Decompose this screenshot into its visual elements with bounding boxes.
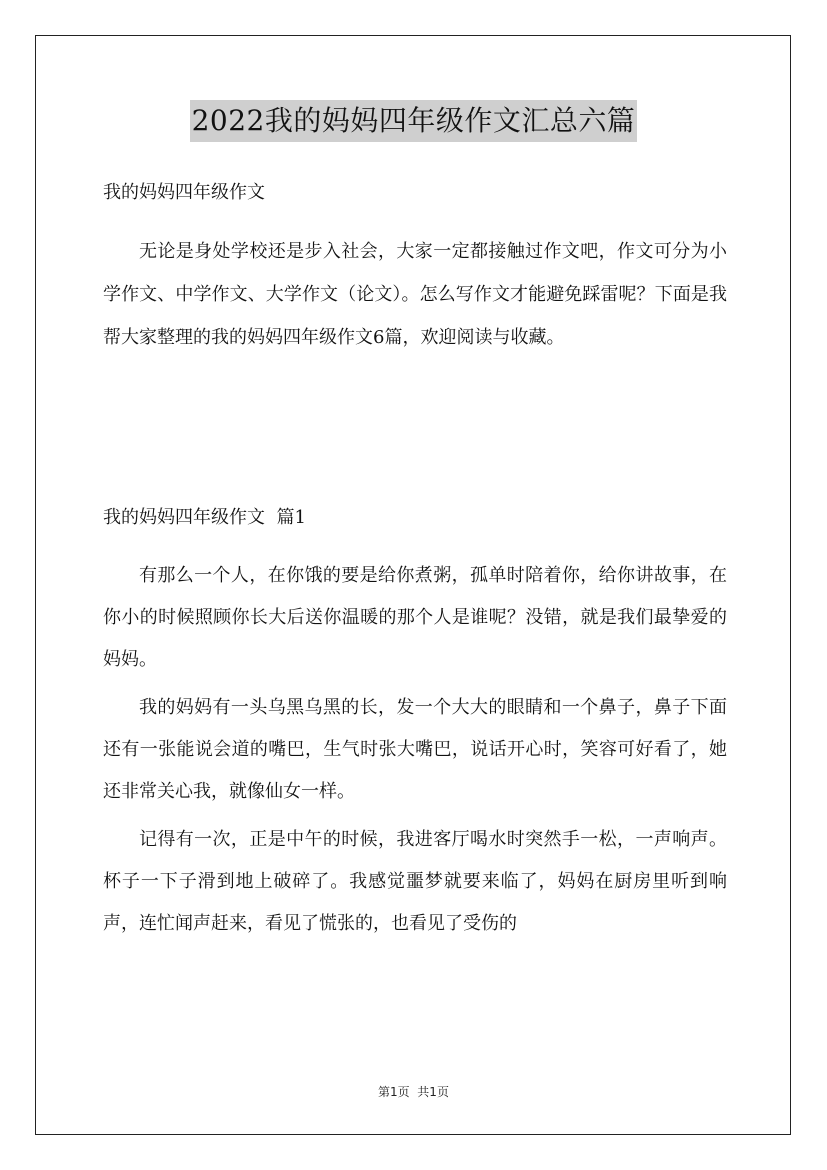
page-number: 第1页 共1页	[378, 1085, 449, 1099]
intro-heading: 我的妈妈四年级作文	[103, 182, 265, 203]
intro-paragraph-block	[103, 230, 727, 359]
document-title: 2022我的妈妈四年级作文汇总六篇	[190, 100, 638, 142]
section1-paragraph-2: 我的妈妈有一头乌黑乌黑的长，发一个大大的眼睛和一个鼻子，鼻子下面还有一张能说会道的嘴巴，生气时张大嘴巴，说话开心时，笑容可好看了，她还非常关心我，就像仙女一样。	[103, 697, 727, 802]
intro-section	[103, 175, 727, 211]
section1-paragraph-1: 有那么一个人，在你饿的要是给你煮粥，孤单时陪着你，给你讲故事，在你小的时候照顾你长大后送你温暖的那个人是谁呢？没错，就是我们最挚爱的妈妈。	[103, 565, 727, 670]
title-container	[0, 100, 827, 142]
section1-body	[103, 555, 727, 945]
section1-heading: 我的妈妈四年级作文 篇1	[103, 507, 306, 528]
page-footer	[0, 1083, 827, 1100]
intro-paragraph: 无论是身处学校还是步入社会，大家一定都接触过作文吧，作文可分为小学作文、中学作文、大学作文（论文）。怎么写作文才能避免踩雷呢？下面是我帮大家整理的我的妈妈四年级作文6篇，欢迎阅读与收藏。	[103, 241, 727, 348]
section1-heading-block	[103, 500, 727, 536]
section1-paragraph-3: 记得有一次，正是中午的时候，我进客厅喝水时突然手一松，一声响声。杯子一下子滑到地上破碎了。我感觉噩梦就要来临了，妈妈在厨房里听到响声，连忙闻声赶来，看见了慌张的，也看见了受伤的	[103, 829, 727, 934]
